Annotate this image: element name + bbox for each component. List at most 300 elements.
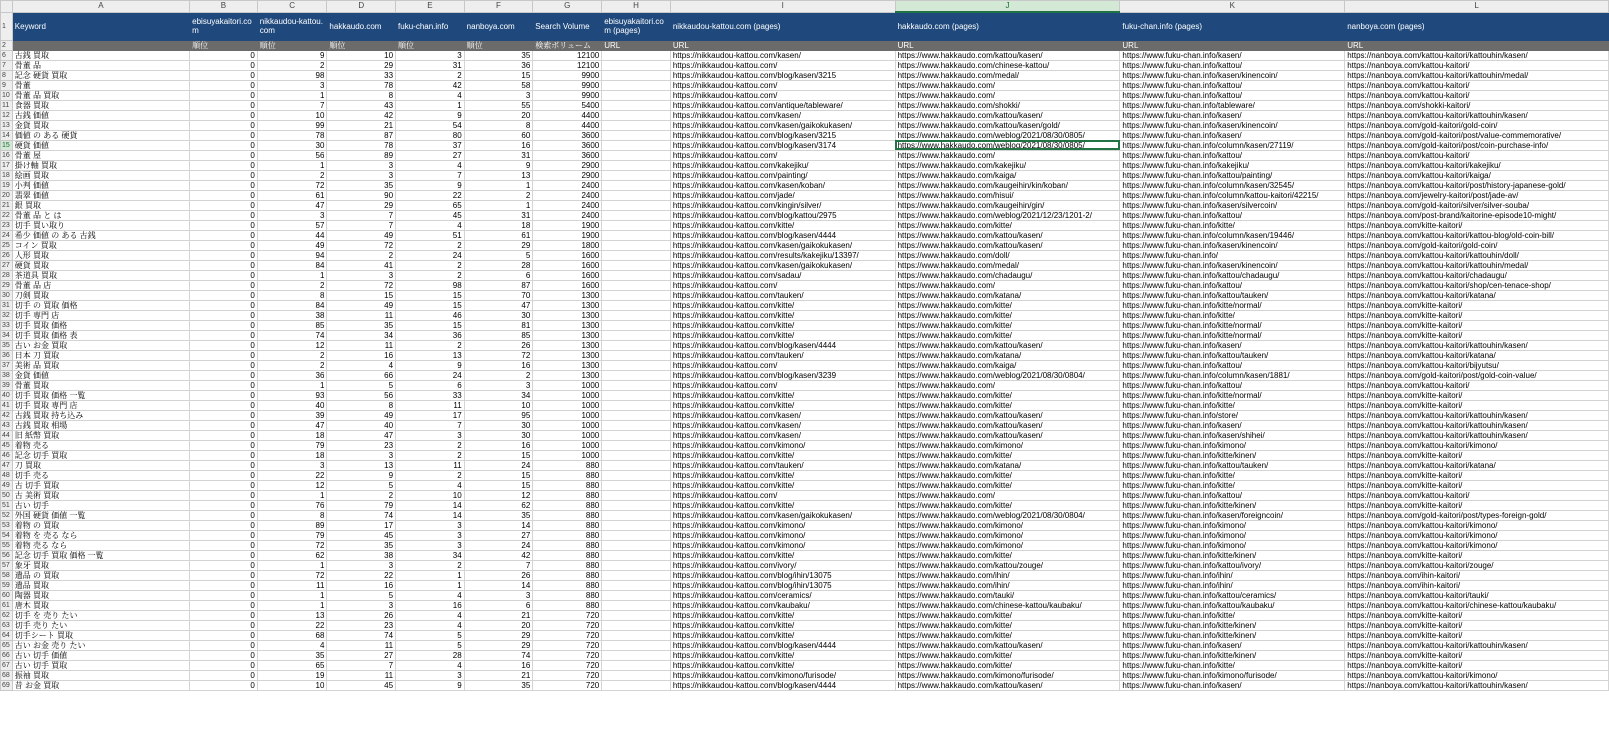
row-number[interactable]: 49 [1, 480, 13, 490]
cell[interactable]: 3 [396, 520, 465, 530]
cell[interactable]: https://www.hakkaudo.com/kitte/ [895, 450, 1120, 460]
cell[interactable]: https://www.fuku-chan.info/kimono/ [1120, 440, 1345, 450]
cell[interactable]: 10 [257, 110, 327, 120]
cell[interactable]: 93 [257, 390, 327, 400]
cell[interactable]: 3 [257, 460, 327, 470]
cell[interactable]: 0 [190, 350, 258, 360]
cell[interactable]: 1 [257, 160, 327, 170]
cell[interactable]: https://nanboya.com/kattou-kaitori/kattouhin/kasen/ [1345, 430, 1609, 440]
row-number[interactable]: 66 [1, 650, 13, 660]
cell[interactable]: 61 [257, 190, 327, 200]
cell[interactable]: 0 [190, 680, 258, 690]
cell[interactable]: 19 [257, 670, 327, 680]
cell[interactable]: 12100 [533, 60, 602, 70]
cell[interactable]: 5 [327, 380, 396, 390]
cell[interactable]: 0 [190, 620, 258, 630]
cell[interactable]: 31 [464, 150, 533, 160]
cell[interactable]: https://nikkaudou-kattou.com/sadau/ [670, 270, 895, 280]
cell[interactable]: 刀剣 買取 [12, 290, 189, 300]
cell[interactable]: 古い 切手 [12, 500, 189, 510]
cell[interactable]: 1 [396, 570, 465, 580]
cell[interactable]: https://www.hakkaudo.com/kattou/kasen/ [895, 50, 1120, 60]
row-number[interactable]: 39 [1, 380, 13, 390]
column-header-l[interactable]: L [1345, 1, 1609, 13]
cell[interactable]: 1900 [533, 230, 602, 240]
cell[interactable]: 23 [327, 620, 396, 630]
cell[interactable]: 5400 [533, 100, 602, 110]
cell[interactable]: 振袖 買取 [12, 670, 189, 680]
cell[interactable]: 10 [327, 50, 396, 60]
cell[interactable]: 35 [327, 180, 396, 190]
cell[interactable] [602, 390, 671, 400]
cell[interactable]: https://www.hakkaudo.com/ [895, 490, 1120, 500]
cell[interactable]: 79 [257, 530, 327, 540]
cell[interactable]: 金貨 買取 [12, 120, 189, 130]
cell[interactable]: https://nanboya.com/kattou-kaitori/chinese-kattou/kaubaku/ [1345, 600, 1609, 610]
cell[interactable]: https://nanboya.com/gold-kaitori/post/coin-purchase-info/ [1345, 140, 1609, 150]
cell[interactable]: 35 [464, 680, 533, 690]
cell[interactable]: 13 [464, 170, 533, 180]
cell[interactable] [602, 310, 671, 320]
cell[interactable]: 29 [464, 640, 533, 650]
cell[interactable]: 2 [396, 340, 465, 350]
row-number[interactable]: 55 [1, 540, 13, 550]
cell[interactable]: 68 [257, 630, 327, 640]
row-number[interactable]: 33 [1, 320, 13, 330]
cell[interactable]: 42 [327, 110, 396, 120]
cell[interactable]: 72 [257, 540, 327, 550]
cell[interactable]: 0 [190, 490, 258, 500]
cell[interactable]: 7 [396, 170, 465, 180]
cell[interactable]: https://nanboya.com/kattou-kaitori/kimono/ [1345, 530, 1609, 540]
cell[interactable]: 着物 売る [12, 440, 189, 450]
cell[interactable] [602, 670, 671, 680]
cell[interactable]: 0 [190, 650, 258, 660]
cell[interactable]: 1 [464, 200, 533, 210]
cell[interactable]: https://nanboya.com/kattou-kaitori/kimono/ [1345, 540, 1609, 550]
cell[interactable]: https://nikkaudou-kattou.com/blog/ihin/13075 [670, 570, 895, 580]
cell[interactable] [602, 580, 671, 590]
cell[interactable]: 70 [464, 290, 533, 300]
cell[interactable]: https://nikkaudou-kattou.com/kimono/ [670, 520, 895, 530]
cell[interactable]: https://nikkaudou-kattou.com/kasen/gaikokukasen/ [670, 260, 895, 270]
cell[interactable]: https://www.fuku-chan.info/kitte/kinen/ [1120, 650, 1345, 660]
cell[interactable]: https://nanboya.com/kitte-kaitori/ [1345, 450, 1609, 460]
cell[interactable]: 遺品 買取 [12, 580, 189, 590]
cell[interactable] [602, 480, 671, 490]
cell[interactable]: https://nanboya.com/gold-kaitori/gold-coin/ [1345, 120, 1609, 130]
cell[interactable]: https://www.fuku-chan.info/kattou/tauken/ [1120, 290, 1345, 300]
cell[interactable]: 9 [257, 50, 327, 60]
cell[interactable]: 7 [327, 210, 396, 220]
cell[interactable]: 小判 価値 [12, 180, 189, 190]
cell[interactable]: 49 [327, 230, 396, 240]
cell[interactable]: 8 [257, 290, 327, 300]
cell[interactable]: https://www.fuku-chan.info/kattou/ [1120, 60, 1345, 70]
cell[interactable]: 1300 [533, 360, 602, 370]
cell[interactable]: 880 [533, 460, 602, 470]
cell[interactable]: 11 [257, 580, 327, 590]
cell[interactable]: 34 [396, 550, 465, 560]
cell[interactable]: https://www.hakkaudo.com/kitte/ [895, 620, 1120, 630]
cell[interactable] [602, 220, 671, 230]
cell[interactable]: 1000 [533, 410, 602, 420]
cell[interactable]: 37 [396, 140, 465, 150]
cell[interactable]: https://nikkaudou-kattou.com/kitte/ [670, 610, 895, 620]
cell[interactable]: https://nikkaudou-kattou.com/kitte/ [670, 650, 895, 660]
cell[interactable]: https://www.fuku-chan.info/kasen/ [1120, 420, 1345, 430]
cell[interactable]: 切手シート 買取 [12, 630, 189, 640]
cell[interactable]: https://nikkaudou-kattou.com/blog/kasen/3239 [670, 370, 895, 380]
cell[interactable] [602, 380, 671, 390]
cell[interactable]: https://nikkaudou-kattou.com/painting/ [670, 170, 895, 180]
cell[interactable]: 切手 の 買取 価格 [12, 300, 189, 310]
cell[interactable]: 0 [190, 500, 258, 510]
cell[interactable]: https://nanboya.com/gold-kaitori/gold-coin/ [1345, 240, 1609, 250]
cell[interactable]: 0 [190, 590, 258, 600]
cell[interactable]: https://www.fuku-chan.info/kattou/ [1120, 150, 1345, 160]
cell[interactable]: https://www.hakkaudo.com/ [895, 80, 1120, 90]
cell[interactable]: https://nikkaudou-kattou.com/blog/kasen/3215 [670, 70, 895, 80]
cell[interactable]: 26 [464, 340, 533, 350]
cell[interactable]: 74 [464, 650, 533, 660]
cell[interactable]: 35 [327, 320, 396, 330]
cell[interactable]: https://nikkaudou-kattou.com/kakejiku/ [670, 160, 895, 170]
cell[interactable]: 3 [257, 210, 327, 220]
cell[interactable]: 9900 [533, 90, 602, 100]
subheader-cell[interactable]: URL [602, 40, 671, 50]
cell[interactable]: https://nikkaudou-kattou.com/kasen/koban/ [670, 180, 895, 190]
cell[interactable]: https://www.hakkaudo.com/kattou/kasen/ [895, 240, 1120, 250]
cell[interactable]: 1000 [533, 440, 602, 450]
cell[interactable]: 16 [327, 350, 396, 360]
row-number[interactable]: 1 [1, 12, 13, 40]
cell[interactable]: 象牙 買取 [12, 560, 189, 570]
cell[interactable]: https://www.hakkaudo.com/ [895, 150, 1120, 160]
cell[interactable]: 1300 [533, 310, 602, 320]
cell[interactable]: https://nikkaudou-kattou.com/kasen/gaikokukasen/ [670, 120, 895, 130]
cell[interactable] [602, 120, 671, 130]
cell[interactable]: 47 [327, 430, 396, 440]
cell[interactable]: 89 [327, 150, 396, 160]
cell[interactable]: 0 [190, 550, 258, 560]
subheader-cell[interactable]: URL [1120, 40, 1345, 50]
cell[interactable]: https://www.hakkaudo.com/kaiga/ [895, 360, 1120, 370]
cell[interactable]: 1 [257, 380, 327, 390]
cell[interactable]: https://www.fuku-chan.info/kitte/ [1120, 310, 1345, 320]
cell[interactable]: https://nanboya.com/gold-kaitori/post/value-commemorative/ [1345, 130, 1609, 140]
cell[interactable]: 陶器 買取 [12, 590, 189, 600]
header-cell[interactable]: nikkaudou-kattou.com [257, 12, 327, 40]
cell[interactable]: 0 [190, 600, 258, 610]
cell[interactable] [602, 170, 671, 180]
row-number[interactable]: 25 [1, 240, 13, 250]
cell[interactable]: https://www.hakkaudo.com/kaugeihin/kin/koban/ [895, 180, 1120, 190]
header-cell[interactable]: nanboya.com [464, 12, 533, 40]
cell[interactable]: https://www.fuku-chan.info/kattou/ivory/ [1120, 560, 1345, 570]
cell[interactable]: https://www.fuku-chan.info/kattou/ [1120, 90, 1345, 100]
cell[interactable]: 3 [396, 430, 465, 440]
cell[interactable]: https://nikkaudou-kattou.com/ [670, 490, 895, 500]
cell[interactable]: 72 [257, 570, 327, 580]
cell[interactable]: https://www.fuku-chan.info/kitte/ [1120, 480, 1345, 490]
cell[interactable]: https://www.fuku-chan.info/kasen/kinencoin/ [1120, 70, 1345, 80]
cell[interactable] [602, 410, 671, 420]
cell[interactable]: 着物 を 売る なら [12, 530, 189, 540]
cell[interactable]: 2 [327, 490, 396, 500]
row-number[interactable]: 44 [1, 430, 13, 440]
cell[interactable]: https://nanboya.com/kattou-kaitori/kattouhin/kasen/ [1345, 420, 1609, 430]
cell[interactable] [602, 150, 671, 160]
cell[interactable]: https://www.fuku-chan.info/kattou/ [1120, 490, 1345, 500]
header-cell[interactable]: Search Volume [533, 12, 602, 40]
cell[interactable]: https://www.fuku-chan.info/kattou/ [1120, 280, 1345, 290]
cell[interactable]: https://www.fuku-chan.info/kitte/kinen/ [1120, 450, 1345, 460]
cell[interactable]: 24 [464, 540, 533, 550]
cell[interactable] [602, 160, 671, 170]
cell[interactable]: https://www.hakkaudo.com/chinese-kattou/kaubaku/ [895, 600, 1120, 610]
cell[interactable]: 骨董 品 と は [12, 210, 189, 220]
cell[interactable]: https://www.hakkaudo.com/kitte/ [895, 610, 1120, 620]
cell[interactable]: 28 [464, 260, 533, 270]
cell[interactable]: 古 切手 買取 [12, 480, 189, 490]
row-number[interactable]: 13 [1, 120, 13, 130]
cell[interactable]: https://www.hakkaudo.com/kattou/kasen/ [895, 410, 1120, 420]
cell[interactable]: 3600 [533, 140, 602, 150]
cell[interactable]: 51 [396, 230, 465, 240]
cell[interactable]: https://nanboya.com/kattou-kaitori/kattouhin/medal/ [1345, 260, 1609, 270]
cell[interactable]: https://www.fuku-chan.info/kattou/ [1120, 360, 1345, 370]
cell[interactable] [602, 540, 671, 550]
cell[interactable]: 0 [190, 320, 258, 330]
row-number[interactable]: 40 [1, 390, 13, 400]
cell[interactable]: 人形 買取 [12, 250, 189, 260]
cell[interactable]: https://nanboya.com/ihin-kaitori/ [1345, 570, 1609, 580]
cell[interactable]: https://nikkaudou-kattou.com/kingin/silver/ [670, 200, 895, 210]
cell[interactable]: https://www.hakkaudo.com/kitte/ [895, 660, 1120, 670]
cell[interactable]: 骨董 買取 [12, 380, 189, 390]
cell[interactable]: 1600 [533, 250, 602, 260]
cell[interactable]: 1300 [533, 370, 602, 380]
cell[interactable]: 27 [327, 650, 396, 660]
cell[interactable]: https://www.fuku-chan.info/tableware/ [1120, 100, 1345, 110]
cell[interactable]: 31 [396, 60, 465, 70]
cell[interactable]: 1300 [533, 340, 602, 350]
cell[interactable]: 0 [190, 340, 258, 350]
cell[interactable]: 2 [396, 560, 465, 570]
cell[interactable]: 0 [190, 190, 258, 200]
cell[interactable]: https://nikkaudou-kattou.com/blog/kasen/4444 [670, 640, 895, 650]
row-number[interactable]: 6 [1, 50, 13, 60]
subheader-cell[interactable]: 順位 [190, 40, 258, 50]
cell[interactable] [602, 80, 671, 90]
cell[interactable]: https://www.fuku-chan.info/column/kasen/27119/ [1120, 140, 1345, 150]
cell[interactable]: 1000 [533, 380, 602, 390]
cell[interactable]: 29 [464, 240, 533, 250]
cell[interactable]: 12 [257, 480, 327, 490]
cell[interactable]: 5 [396, 630, 465, 640]
cell[interactable]: https://www.fuku-chan.info/kasen/kinencoin/ [1120, 240, 1345, 250]
cell[interactable]: 720 [533, 610, 602, 620]
cell[interactable]: 切手 買取 価格 [12, 320, 189, 330]
cell[interactable]: https://nanboya.com/shokki-kaitori/ [1345, 100, 1609, 110]
cell[interactable]: 36 [464, 60, 533, 70]
column-header-i[interactable]: I [670, 1, 895, 13]
cell[interactable]: 880 [533, 600, 602, 610]
cell[interactable]: 6 [396, 380, 465, 390]
cell[interactable]: https://nikkaudou-kattou.com/tauken/ [670, 350, 895, 360]
cell[interactable]: 47 [257, 420, 327, 430]
cell[interactable]: https://nikkaudou-kattou.com/kitte/ [670, 330, 895, 340]
cell[interactable]: https://nikkaudou-kattou.com/kitte/ [670, 400, 895, 410]
cell[interactable]: https://www.fuku-chan.info/ [1120, 250, 1345, 260]
cell[interactable]: 15 [396, 300, 465, 310]
cell[interactable]: https://nanboya.com/kitte-kaitori/ [1345, 650, 1609, 660]
cell[interactable] [602, 560, 671, 570]
cell[interactable] [602, 620, 671, 630]
cell[interactable]: 880 [533, 590, 602, 600]
cell[interactable]: https://www.hakkaudo.com/kitte/ [895, 650, 1120, 660]
cell[interactable]: 79 [327, 500, 396, 510]
cell[interactable]: 0 [190, 250, 258, 260]
cell[interactable]: 茶道具 買取 [12, 270, 189, 280]
cell[interactable]: 33 [327, 70, 396, 80]
cell[interactable]: 15 [464, 470, 533, 480]
column-header-e[interactable]: E [396, 1, 465, 13]
cell[interactable]: 720 [533, 650, 602, 660]
cell[interactable]: https://nikkaudou-kattou.com/kasen/ [670, 410, 895, 420]
cell[interactable]: https://www.fuku-chan.info/kitte/normal/ [1120, 330, 1345, 340]
cell[interactable]: 0 [190, 200, 258, 210]
cell[interactable]: https://www.fuku-chan.info/kattou/tauken/ [1120, 350, 1345, 360]
cell[interactable]: 0 [190, 150, 258, 160]
cell[interactable]: https://www.hakkaudo.com/kitte/ [895, 630, 1120, 640]
cell[interactable]: https://www.hakkaudo.com/kattou/kasen/ [895, 430, 1120, 440]
cell[interactable]: https://nikkaudou-kattou.com/jade/ [670, 190, 895, 200]
cell[interactable]: https://nikkaudou-kattou.com/kasen/ [670, 420, 895, 430]
cell[interactable]: 9 [396, 360, 465, 370]
row-number[interactable]: 45 [1, 440, 13, 450]
cell[interactable]: 65 [257, 660, 327, 670]
cell[interactable] [602, 470, 671, 480]
cell[interactable]: 880 [533, 580, 602, 590]
cell[interactable]: 57 [257, 220, 327, 230]
cell[interactable]: 22 [327, 570, 396, 580]
cell[interactable] [602, 420, 671, 430]
cell[interactable]: 2 [327, 250, 396, 260]
cell[interactable]: 36 [257, 370, 327, 380]
cell[interactable] [602, 50, 671, 60]
cell[interactable] [602, 290, 671, 300]
cell[interactable]: 4 [396, 610, 465, 620]
cell[interactable] [602, 140, 671, 150]
cell[interactable]: 0 [190, 140, 258, 150]
cell[interactable]: 0 [190, 510, 258, 520]
cell[interactable] [602, 340, 671, 350]
row-number[interactable]: 36 [1, 350, 13, 360]
cell[interactable]: 外国 硬貨 価値 一覧 [12, 510, 189, 520]
cell[interactable]: https://www.hakkaudo.com/chinese-kattou/ [895, 60, 1120, 70]
cell[interactable] [602, 300, 671, 310]
cell[interactable]: 98 [257, 70, 327, 80]
cell[interactable]: 1600 [533, 280, 602, 290]
cell[interactable]: https://www.fuku-chan.info/kattou/chadaugu/ [1120, 270, 1345, 280]
cell[interactable]: 2900 [533, 170, 602, 180]
subheader-cell[interactable]: URL [895, 40, 1120, 50]
cell[interactable]: https://nikkaudou-kattou.com/ [670, 90, 895, 100]
row-number[interactable]: 52 [1, 510, 13, 520]
cell[interactable]: 22 [257, 470, 327, 480]
cell[interactable]: 62 [464, 500, 533, 510]
cell[interactable]: https://nanboya.com/ihin-kaitori/ [1345, 580, 1609, 590]
cell[interactable]: 0 [190, 70, 258, 80]
cell[interactable]: https://www.hakkaudo.com/weblog/2021/08/30/0804/ [895, 510, 1120, 520]
cell[interactable] [602, 90, 671, 100]
cell[interactable]: 1 [257, 600, 327, 610]
row-number[interactable]: 31 [1, 300, 13, 310]
cell[interactable]: 0 [190, 440, 258, 450]
cell[interactable]: https://nikkaudou-kattou.com/kasen/gaikokukasen/ [670, 510, 895, 520]
cell[interactable]: 4400 [533, 120, 602, 130]
cell[interactable]: 骨董 屋 [12, 150, 189, 160]
cell[interactable]: https://www.fuku-chan.info/kasen/ [1120, 640, 1345, 650]
row-number[interactable]: 35 [1, 340, 13, 350]
cell[interactable]: 古 美術 買取 [12, 490, 189, 500]
cell[interactable]: 切手 売り たい [12, 620, 189, 630]
cell[interactable]: https://nanboya.com/post-brand/kaitorine-episode10-might/ [1345, 210, 1609, 220]
cell[interactable]: 0 [190, 110, 258, 120]
row-number[interactable]: 53 [1, 520, 13, 530]
cell[interactable]: 8 [257, 510, 327, 520]
cell[interactable]: 5 [327, 480, 396, 490]
cell[interactable]: https://nikkaudou-kattou.com/kitte/ [670, 500, 895, 510]
cell[interactable]: 0 [190, 60, 258, 70]
cell[interactable]: 2 [396, 450, 465, 460]
cell[interactable] [602, 210, 671, 220]
cell[interactable]: https://nanboya.com/kitte-kaitori/ [1345, 500, 1609, 510]
cell[interactable]: 2400 [533, 180, 602, 190]
row-number[interactable]: 23 [1, 220, 13, 230]
row-number[interactable]: 26 [1, 250, 13, 260]
cell[interactable]: https://nikkaudou-kattou.com/blog/kattou/2975 [670, 210, 895, 220]
cell[interactable]: 78 [327, 80, 396, 90]
cell[interactable]: 42 [396, 80, 465, 90]
cell[interactable]: 3 [396, 530, 465, 540]
cell[interactable]: 13 [396, 350, 465, 360]
row-number[interactable]: 28 [1, 270, 13, 280]
cell[interactable]: https://nanboya.com/kitte-kaitori/ [1345, 620, 1609, 630]
cell[interactable]: https://www.hakkaudo.com/kattou/kasen/gold/ [895, 120, 1120, 130]
cell[interactable]: https://nanboya.com/kattou-kaitori/kattouhin/kasen/ [1345, 110, 1609, 120]
cell[interactable]: https://www.hakkaudo.com/medal/ [895, 70, 1120, 80]
cell[interactable]: 切手 買取 専門 店 [12, 400, 189, 410]
cell[interactable]: https://nanboya.com/kitte-kaitori/ [1345, 610, 1609, 620]
cell[interactable]: 日本 刀 買取 [12, 350, 189, 360]
cell[interactable]: https://nanboya.com/kattou-kaitori/ [1345, 150, 1609, 160]
cell[interactable]: 刀 買取 [12, 460, 189, 470]
cell[interactable]: https://nanboya.com/gold-kaitori/post/gold-coin-value/ [1345, 370, 1609, 380]
header-cell[interactable]: hakkaudo.com (pages) [895, 12, 1120, 40]
cell[interactable]: 3 [327, 270, 396, 280]
column-header-b[interactable]: B [190, 1, 258, 13]
cell[interactable]: 14 [464, 580, 533, 590]
cell[interactable]: 0 [190, 420, 258, 430]
cell[interactable]: 61 [464, 230, 533, 240]
cell[interactable]: https://nanboya.com/kattou-kaitori/kattouhin/kasen/ [1345, 50, 1609, 60]
cell[interactable] [602, 510, 671, 520]
cell[interactable]: 720 [533, 640, 602, 650]
cell[interactable]: 古い お金 買取 [12, 340, 189, 350]
